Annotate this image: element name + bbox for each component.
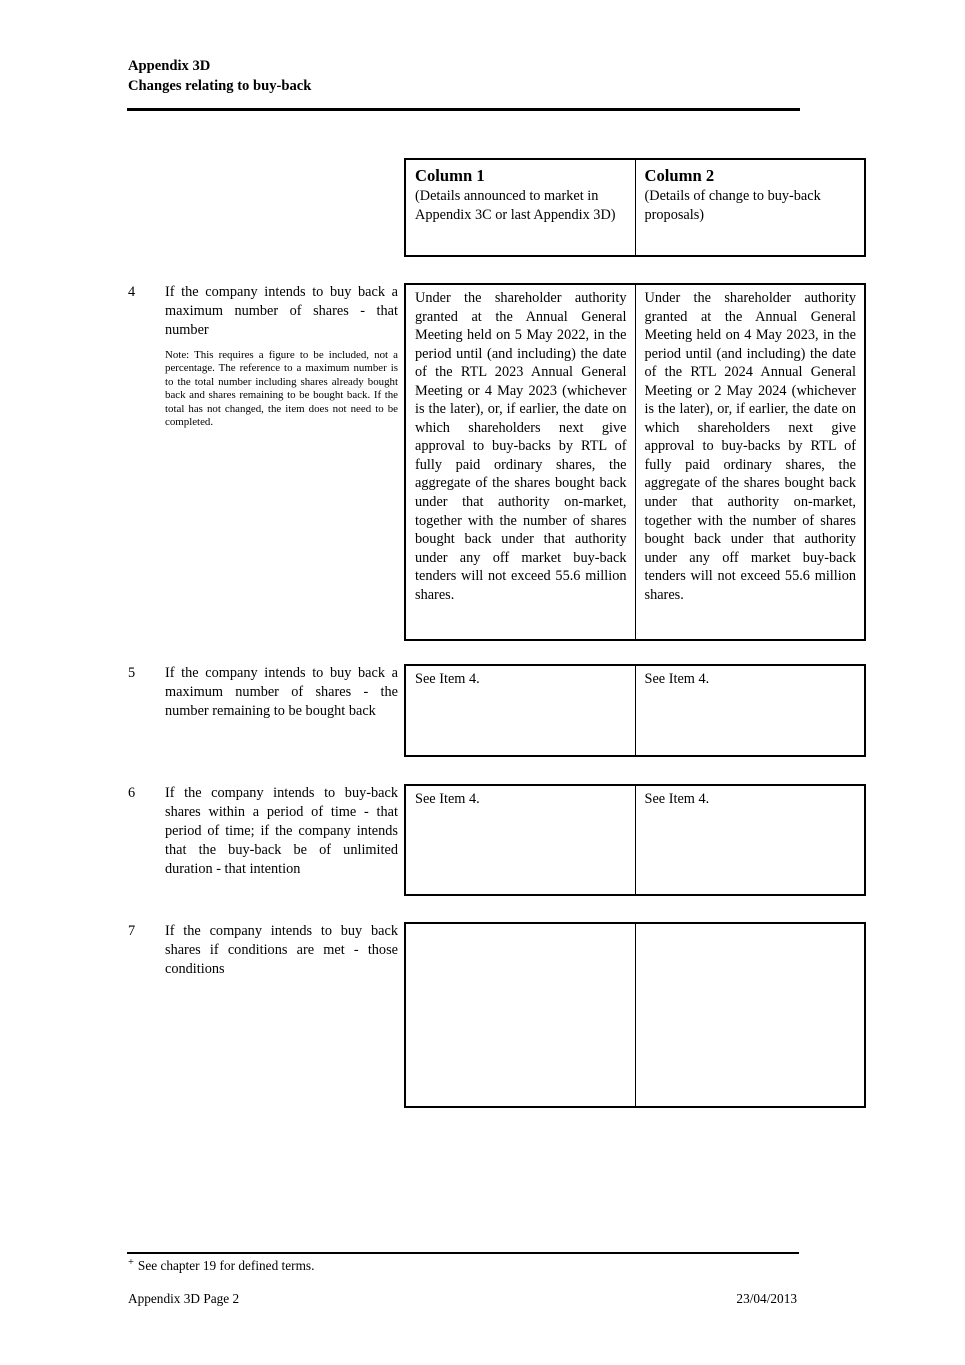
- item-row-6: [128, 784, 866, 896]
- page-footer-date: 23/04/2013: [736, 1291, 797, 1306]
- document-title-line2: Changes relating to buy-back: [128, 77, 312, 94]
- item-5-column2-cell: See Item 4.: [635, 666, 865, 755]
- document-title-line1: Appendix 3D: [128, 58, 211, 74]
- document-header: [128, 57, 311, 96]
- item-5-answer-table: [404, 664, 866, 757]
- item-6-answer-table: [404, 784, 866, 896]
- item-5-column1-cell: See Item 4.: [415, 671, 480, 687]
- item-row-4: [128, 283, 866, 641]
- item-6-column2-cell: See Item 4.: [635, 786, 865, 894]
- footnote-divider-rule: [127, 1252, 799, 1254]
- item-4-column1-cell: Under the shareholder authority granted at the Annual General Meeting held on 5 May 2022, in the period until (and including) the date of the RTL 2023 Annual General Meeting or 4 May 2023 (whichever is the later), or, if earlier, the date on which shareholders next give approval to buy-backs by RTL of fully paid ordinary shares, the aggregate of the shares bought back under that authority on-market, together with the number of shares bought back under that authority under any off market buy-back tenders will not exceed 55.6 million shares.: [415, 290, 627, 603]
- header-divider-rule: [127, 108, 800, 111]
- item-4-number: 4: [128, 284, 136, 300]
- item-7-column2-cell: [635, 924, 865, 1106]
- footnote: [128, 1257, 314, 1274]
- footnote-text: See chapter 19 for defined terms.: [137, 1258, 315, 1273]
- item-4-label-text: If the company intends to buy back a maximum number of shares - that number: [165, 284, 398, 338]
- item-6-label: If the company intends to buy-back shares within a period of time - that period of time; if the company intends that the buy-back be of unlimited duration - that intention: [165, 785, 398, 877]
- column2-subtitle: (Details of change to buy-back proposals): [644, 188, 821, 223]
- item-6-column1-cell: See Item 4.: [415, 791, 480, 807]
- page-footer-label: Appendix 3D Page 2: [128, 1291, 240, 1306]
- item-4-note: Note: This requires a figure to be included, not a percentage. The reference to a maximum number is to the total number including shares already bought back and shares remaining to be bought back. If the total has not changed, the item does not need to be completed.: [165, 349, 398, 429]
- item-row-5: [128, 664, 866, 757]
- item-6-number: 6: [128, 785, 136, 801]
- column2-header-cell: [635, 160, 865, 255]
- item-4-answer-table: [404, 283, 866, 641]
- footnote-marker: +: [128, 1257, 134, 1268]
- item-4-label: [165, 283, 398, 429]
- page-footer: [128, 1291, 797, 1307]
- column1-subtitle: (Details announced to market in Appendix 3C or last Appendix 3D): [415, 188, 616, 223]
- item-7-answer-table: [404, 922, 866, 1108]
- item-5-number: 5: [128, 665, 136, 681]
- item-7-label: If the company intends to buy back shares if conditions are met - those conditions: [165, 923, 398, 977]
- item-7-number: 7: [128, 923, 136, 939]
- item-5-label: If the company intends to buy back a maximum number of shares - the number remaining to be bought back: [165, 665, 398, 719]
- item-4-column2-cell: Under the shareholder authority granted at the Annual General Meeting held on 4 May 2023, in the period until (and including) the date of the RTL 2024 Annual General Meeting or 2 May 2024 (whichever is the later), or, if earlier, the date on which shareholders next give approval to buy-backs by RTL of fully paid ordinary shares, the aggregate of the shares bought back under that authority on-market, together with the number of shares bought back under that authority under any off market buy-back tenders will not exceed 55.6 million shares.: [635, 285, 865, 639]
- column2-title: Column 2: [644, 166, 715, 185]
- item-row-7: [128, 922, 866, 1108]
- item-7-column1-cell: [406, 924, 635, 1106]
- column1-title: Column 1: [415, 166, 485, 185]
- column-header-table: [404, 158, 866, 257]
- column1-header-cell: [406, 160, 635, 255]
